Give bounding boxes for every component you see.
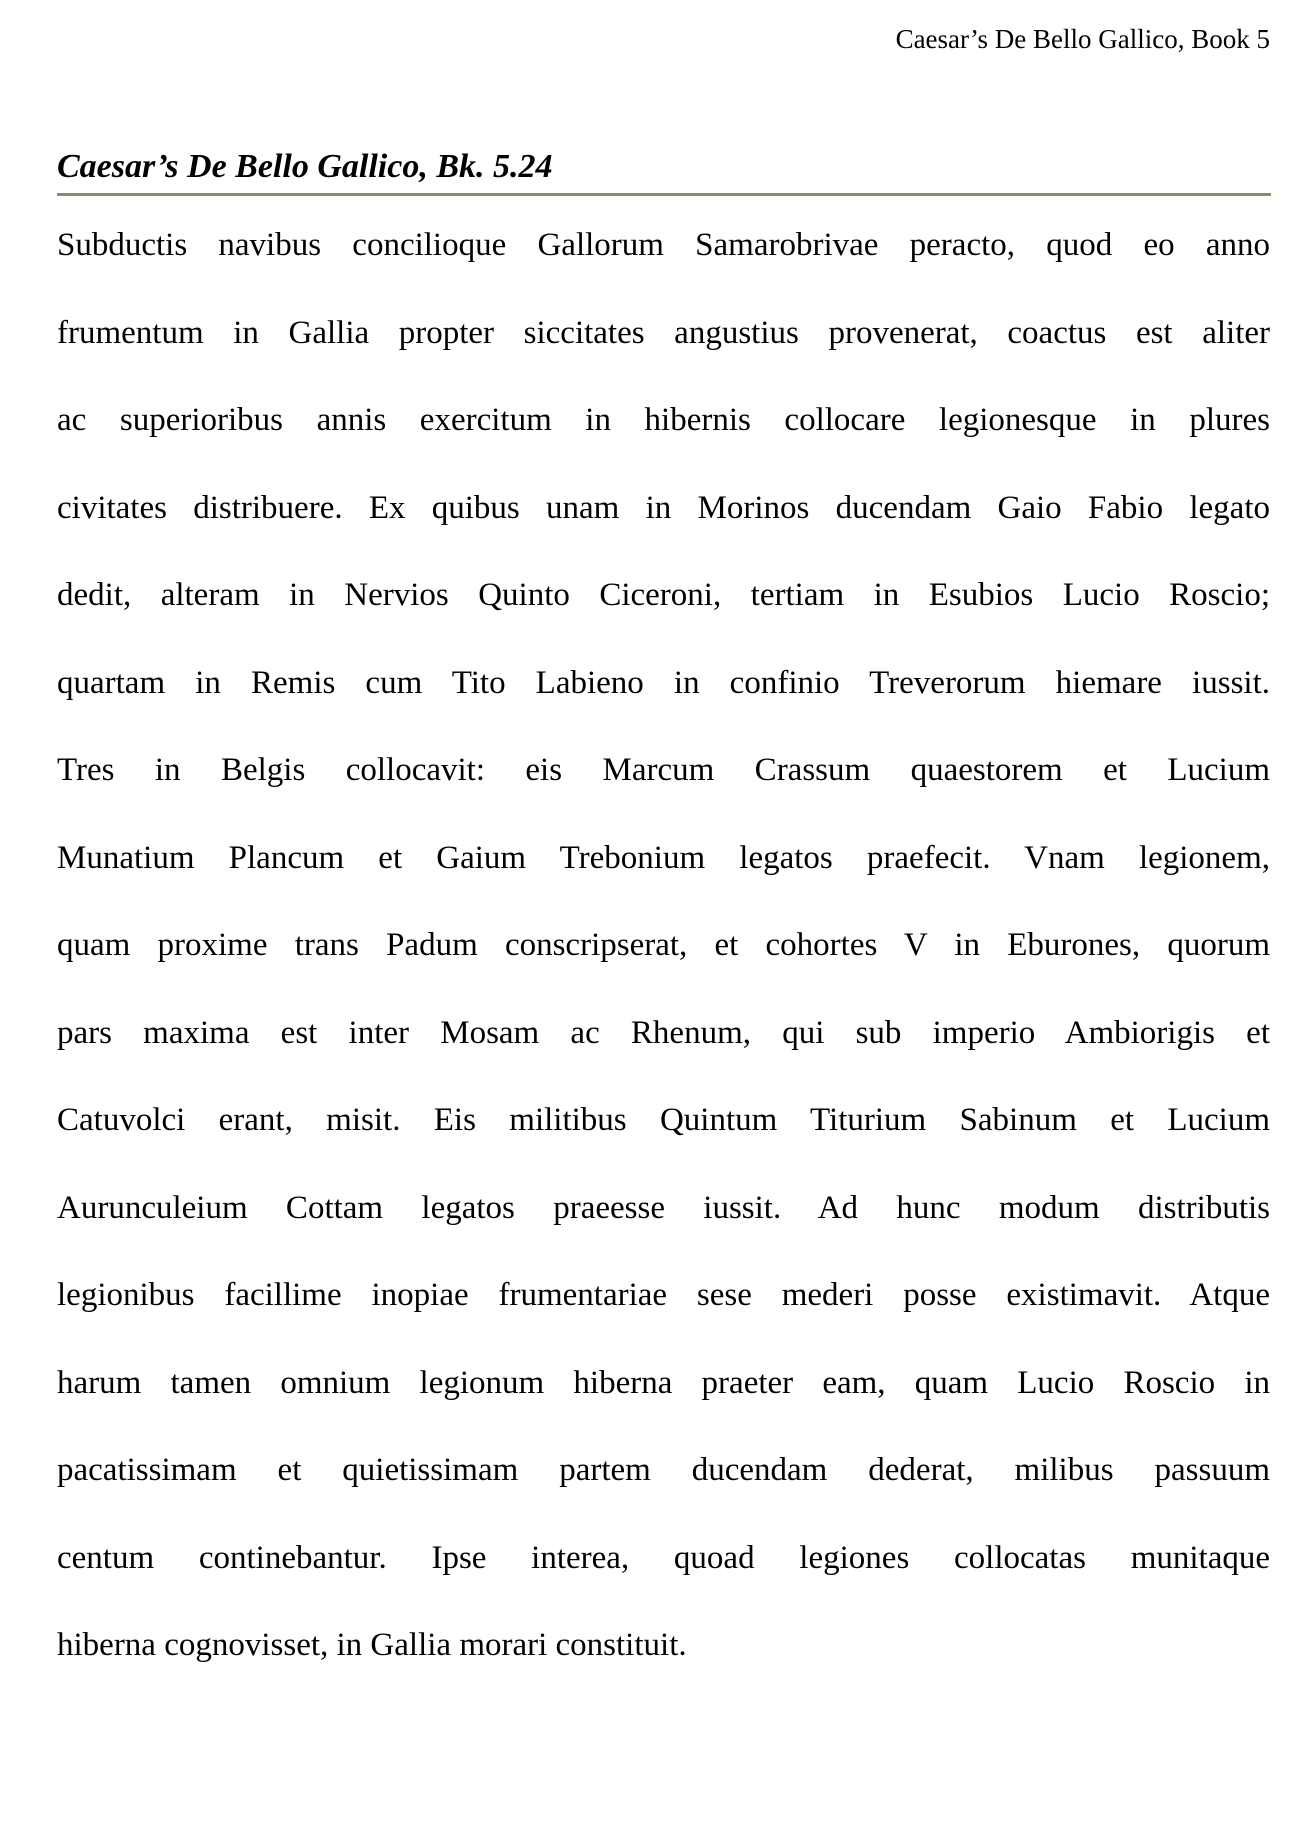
paragraph-line: pars maxima est inter Mosam ac Rhenum, qui sub imperio Ambiorigis et [57, 1014, 1270, 1051]
paragraph-line: Subductis navibus concilioque Gallorum Samarobrivae peracto, quod eo anno [57, 227, 1270, 263]
paragraph-line: hiberna cognovisset, in Gallia morari constituit. [57, 1627, 687, 1663]
paragraph-line: frumentum in Gallia propter siccitates angustius provenerat, coactus est aliter [57, 314, 1270, 351]
running-header: Caesar’s De Bello Gallico, Book 5 [895, 24, 1270, 54]
title-underline-rule [57, 193, 1271, 196]
paragraph-line: harum tamen omnium legionum hiberna praeter eam, quam Lucio Roscio in [57, 1364, 1270, 1401]
paragraph-line: Aurunculeium Cottam legatos praeesse iussit. Ad hunc modum distributis [57, 1189, 1270, 1226]
paragraph-line: Tres in Belgis collocavit: eis Marcum Crassum quaestorem et Lucium [57, 752, 1270, 788]
paragraph-line: Munatium Plancum et Gaium Trebonium legatos praefecit. Vnam legionem, [57, 839, 1270, 876]
paragraph-line: Catuvolci erant, misit. Eis militibus Quintum Titurium Sabinum et Lucium [57, 1102, 1270, 1138]
section-title: Caesar’s De Bello Gallico, Bk. 5.24 [57, 148, 553, 185]
paragraph-line: quartam in Remis cum Tito Labieno in confinio Treverorum hiemare iussit. [57, 664, 1270, 701]
paragraph-line: pacatissimam et quietissimam partem ducendam dederat, milibus passuum [57, 1452, 1270, 1488]
paragraph-line: quam proxime trans Padum conscripserat, et cohortes V in Eburones, quorum [57, 927, 1270, 963]
paragraph-line: dedit, alteram in Nervios Quinto Ciceroni, tertiam in Esubios Lucio Roscio; [57, 577, 1270, 613]
paragraph-line: legionibus facillime inopiae frumentariae sese mederi posse existimavit. Atque [57, 1277, 1270, 1313]
paragraph-line: civitates distribuere. Ex quibus unam in Morinos ducendam Gaio Fabio legato [57, 489, 1270, 526]
body-paragraph [57, 222, 1270, 1710]
paragraph-line: ac superioribus annis exercitum in hibernis collocare legionesque in plures [57, 402, 1270, 438]
paragraph-line: centum continebantur. Ipse interea, quoad legiones collocatas munitaque [57, 1539, 1270, 1576]
